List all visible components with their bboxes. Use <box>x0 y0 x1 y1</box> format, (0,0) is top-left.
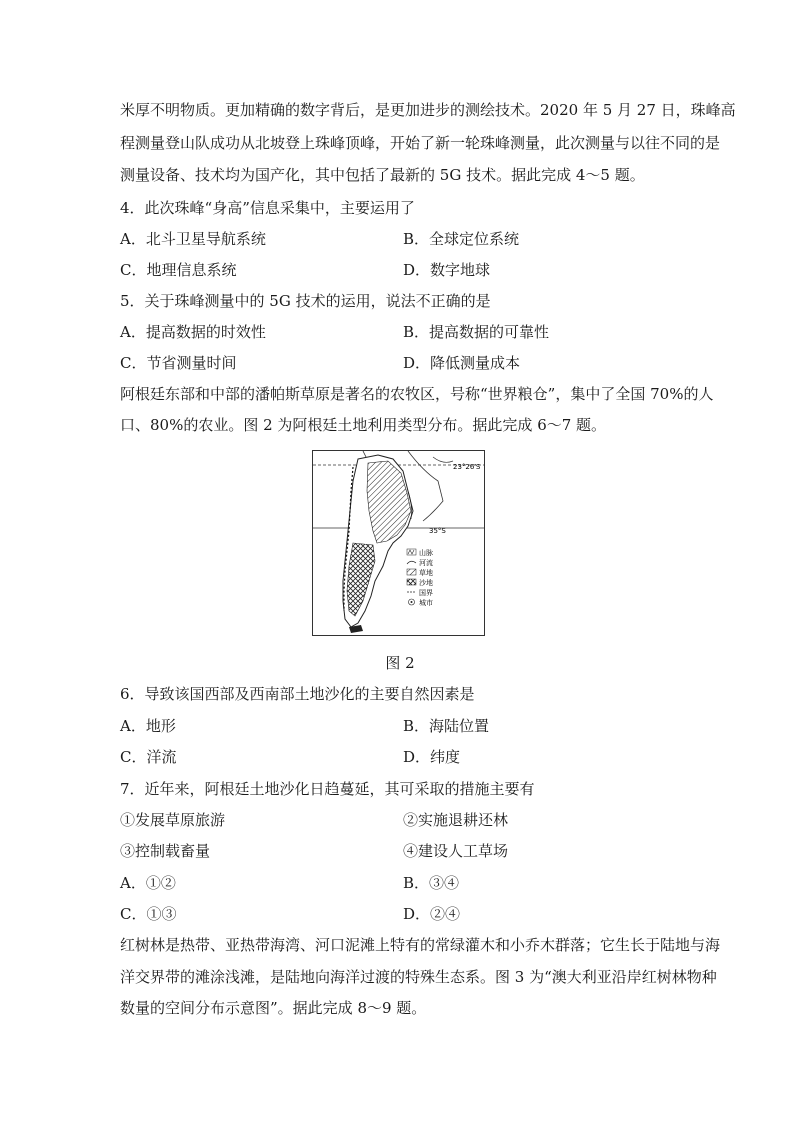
q5-option-b: B．提高数据的可靠性 <box>403 323 550 341</box>
q4-option-a: A．北斗卫星导航系统 <box>120 230 266 248</box>
q7-option-c: C．①③ <box>120 905 177 923</box>
q5-option-d: D．降低测量成本 <box>403 354 521 372</box>
legend-mountain: 山脉 <box>419 549 433 557</box>
q7-stem: 7．近年来，阿根廷土地沙化日趋蔓延，其可采取的措施主要有 <box>120 780 535 798</box>
q5-option-c: C．节省测量时间 <box>120 354 237 372</box>
passage1-line-1: 米厚不明物质。更加精确的数字背后，是更加进步的测绘技术。2020 年 5 月 27 日，珠峰高 <box>120 101 736 119</box>
legend-city: 城市 <box>419 599 433 607</box>
argentina-land-use-map <box>312 450 485 636</box>
passage2-line-1: 阿根廷东部和中部的潘帕斯草原是著名的农牧区，号称“世界粮仓”，集中了全国 70%的人 <box>120 385 714 403</box>
passage1-line-3: 测量设备、技术均为国产化，其中包括了最新的 5G 技术。据此完成 4～5 题。 <box>120 166 645 184</box>
legend-grassland: 草地 <box>419 569 433 577</box>
q6-option-c: C．洋流 <box>120 748 177 766</box>
q5-stem: 5．关于珠峰测量中的 5G 技术的运用，说法不正确的是 <box>120 292 491 310</box>
legend-river: 河流 <box>419 559 433 567</box>
q7-option-a: A．①② <box>120 874 176 892</box>
q7-item-1: ①发展草原旅游 <box>120 811 226 829</box>
q7-item-2: ②实施退耕还林 <box>403 811 509 829</box>
q6-option-a: A．地形 <box>120 717 176 735</box>
q6-option-b: B．海陆位置 <box>403 717 490 735</box>
passage3-line-2: 洋交界带的滩涂浅滩，是陆地向海洋过渡的特殊生态系。图 3 为“澳大利亚沿岸红树林物种 <box>120 968 717 986</box>
passage1-line-2: 程测量登山队成功从北坡登上珠峰顶峰，开始了新一轮珠峰测量，此次测量与以往不同的是 <box>120 134 721 152</box>
q6-stem: 6．导致该国西部及西南部土地沙化的主要自然因素是 <box>120 685 475 703</box>
q7-option-b: B．③④ <box>403 874 460 892</box>
q4-option-d: D．数字地球 <box>403 261 491 279</box>
legend-sandland: 沙地 <box>419 579 433 587</box>
figure-caption: 图 2 <box>385 654 415 672</box>
map-svg <box>313 451 484 635</box>
q4-option-c: C．地理信息系统 <box>120 261 237 279</box>
lat-label-tropic: 23°26′S <box>453 463 481 471</box>
q6-option-d: D．纬度 <box>403 748 461 766</box>
passage3-line-1: 红树林是热带、亚热带海湾、河口泥滩上特有的常绿灌木和小乔木群落；它生长于陆地与海 <box>120 936 721 954</box>
lat-label-35: 35°S <box>429 527 446 535</box>
passage3-line-3: 数量的空间分布示意图”。据此完成 8～9 题。 <box>120 999 427 1017</box>
q7-item-3: ③控制载畜量 <box>120 842 211 860</box>
map-legend <box>407 548 433 607</box>
q7-item-4: ④建设人工草场 <box>403 842 509 860</box>
legend-border: 国界 <box>419 589 433 597</box>
q5-option-a: A．提高数据的时效性 <box>120 323 266 341</box>
passage2-line-2: 口、80%的农业。图 2 为阿根廷土地利用类型分布。据此完成 6～7 题。 <box>120 416 607 434</box>
q7-option-d: D．②④ <box>403 905 461 923</box>
q4-stem: 4．此次珠峰“身高”信息采集中，主要运用了 <box>120 199 415 217</box>
q4-option-b: B．全球定位系统 <box>403 230 520 248</box>
